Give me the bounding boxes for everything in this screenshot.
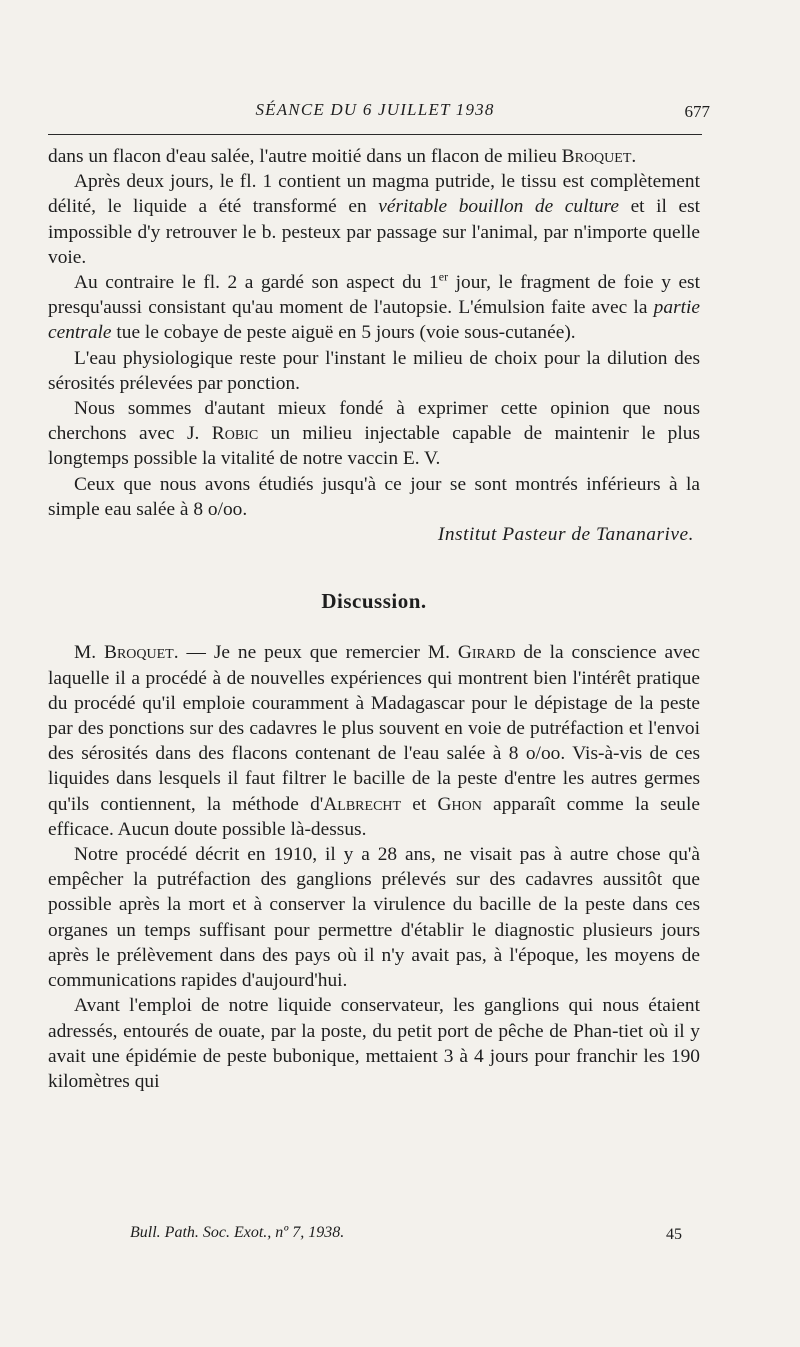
author-name: Robic <box>211 423 259 445</box>
running-head <box>48 100 710 135</box>
paragraph-3: Au contraire le fl. 2 a gardé son aspect du 1er jour, le fragment de foie y est presqu'aussi consistant qu'au moment de l'autopsie. L'émulsion faite avec la partie centrale tue le cobaye de peste aiguë en 5 jours (voie sous-cutanée). <box>48 269 700 344</box>
journal-citation: Bull. Path. Soc. Exot., nº 7, 1938. <box>130 1224 345 1241</box>
institution-signature: Institut Pasteur de Tananarive. <box>437 524 694 546</box>
paragraph-9: Avant l'emploi de notre liquide conservateur, les ganglions qui nous étaient adressés, entourés de ouate, par la poste, du petit port de pêche de Phan-tiet où il y avait une épidémie de peste bubonique, mettaient 3 à 4 jours pour franchir les 190 kilomètres qui <box>48 995 700 1092</box>
sheet-number: 45 <box>666 1226 682 1243</box>
paragraph-8: Notre procédé décrit en 1910, il y a 28 ans, ne visait pas à autre chose qu'à empêcher la putréfaction des ganglions prélevés sur des cadavres aussitôt que possible après la mort et à conserver la virulence du bacille de la peste dans ces organes un temps suffisant pour permettre d'établir le diagnostic plusieurs jours après le prélèvement dans des pays où il n'y avait pas, à l'époque, les moyens de communications rapides d'aujourd'hui. <box>48 844 700 992</box>
paragraph-7: M. Broquet. — Je ne peux que remercier M. Girard de la conscience avec laquelle il a procédé à de nouvelles expériences qui montrent bien l'intérêt pratique du procédé qu'il emploie couramment à Madagascar pour le dépistage de la peste par des ponctions sur des cadavres le plus souvent en voie de putréfaction et l'envoi des sérosités dans des flacons contenant de l'eau salée à 8 o/oo. Vis-à-vis de ces liquides dans lesquels il faut filtrer le bacille de la peste d'entre les autres germes qu'ils contiennent, la méthode d'Albrecht et Ghon apparaît comme la seule efficace. Aucun doute possible là-dessus. <box>48 642 700 840</box>
running-title: SÉANCE DU 6 JUILLET 1938 <box>255 100 495 119</box>
emphasis: partie centrale <box>48 297 700 344</box>
author-name: Albrecht <box>323 793 402 815</box>
paragraph-1: dans un flacon d'eau salée, l'autre moitié dans un flacon de milieu Broquet. <box>48 146 637 167</box>
page-number: 677 <box>684 102 710 121</box>
article-body <box>48 144 700 1094</box>
paragraph-4: L'eau physiologique reste pour l'instant le milieu de choix pour la dilution des sérosités prélevées par ponction. <box>48 347 700 394</box>
author-name: Broquet <box>104 642 174 664</box>
paragraph-2: Après deux jours, le fl. 1 contient un magma putride, le tissu est complètement délité, le liquide a été transformé en véritable bouillon de culture et il est impossible d'y retrouver le b. pesteux par passage sur l'animal, par n'importe quelle voie. <box>48 171 701 268</box>
section-heading: Discussion. <box>321 589 427 614</box>
author-name: Girard <box>457 642 516 664</box>
paragraph-6: Ceux que nous avons étudiés jusqu'à ce jour se sont montrés inférieurs à la simple eau salée à 8 o/oo. <box>48 473 700 520</box>
author-name: Ghon <box>437 793 482 815</box>
emphasis: véritable bouillon de culture <box>378 196 619 218</box>
paragraph-5: Nous sommes d'autant mieux fondé à exprimer cette opinion que nous cherchons avec J. Robic un milieu injectable capable de maintenir le plus longtemps possible la vitalité de notre vaccin E. V. <box>48 398 701 470</box>
footer <box>130 1224 682 1242</box>
superscript: er <box>438 269 449 284</box>
author-name: Broquet <box>561 146 632 167</box>
